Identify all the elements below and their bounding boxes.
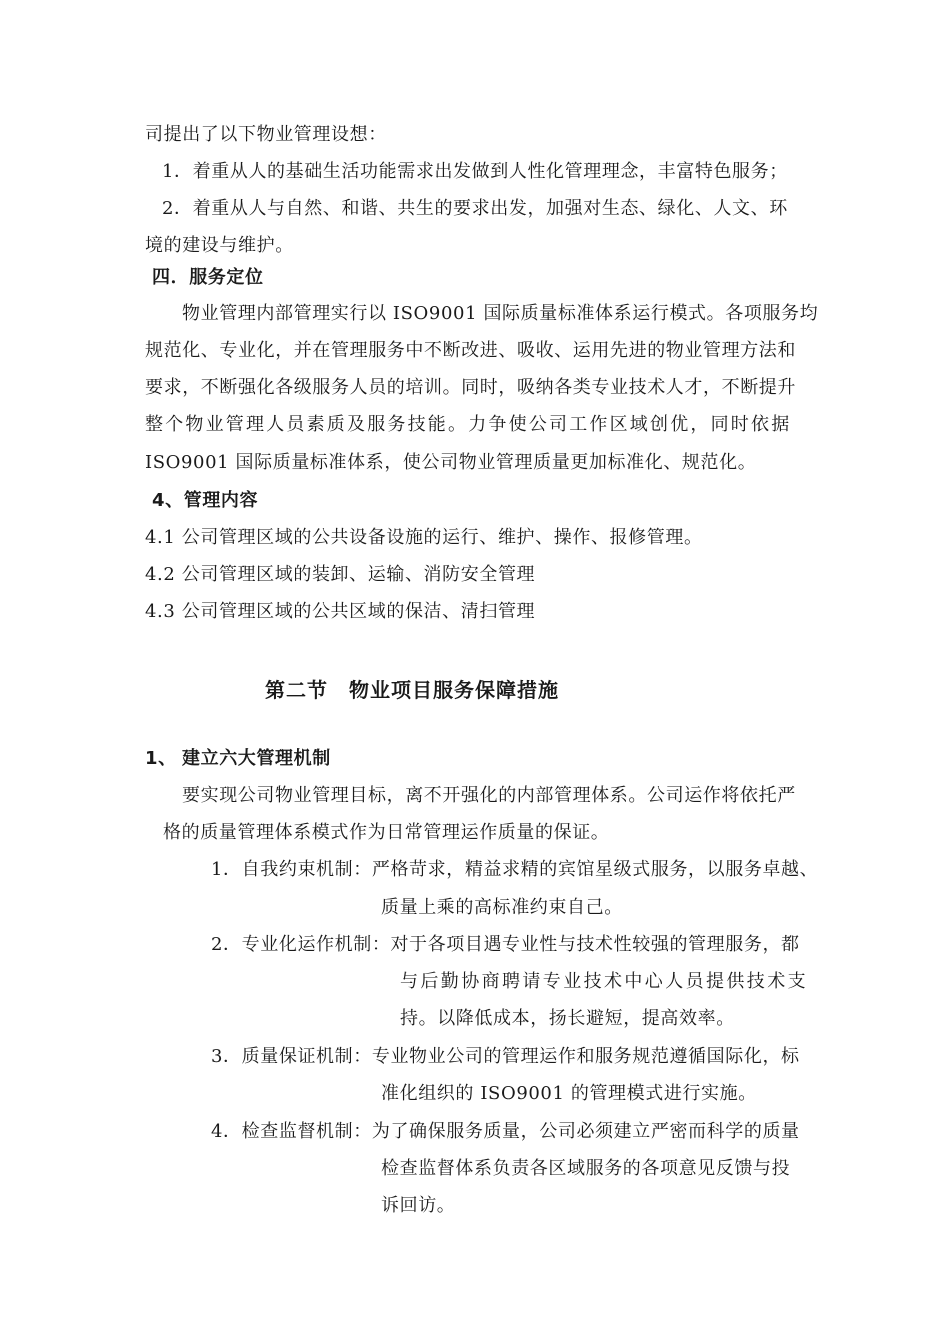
list-item: 3．质量保证机制：专业物业公司的管理运作和服务规范遵循国际化，标	[211, 1046, 800, 1067]
list-item: 4．检查监督机制：为了确保服务质量，公司必须建立严密而科学的质量	[211, 1121, 800, 1142]
section-heading: 四．服务定位	[152, 267, 264, 288]
list-item-continuation: 诉回访。	[381, 1195, 456, 1216]
paragraph-line: 物业管理内部管理实行以 ISO9001 国际质量标准体系运行模式。各项服务均	[182, 303, 819, 324]
list-item: 4.1 公司管理区域的公共设备设施的运行、维护、操作、报修管理。	[145, 527, 703, 548]
paragraph-line: 整个物业管理人员素质及服务技能。力争使公司工作区域创优，同时依据	[145, 414, 792, 435]
list-item: 4.2 公司管理区域的装卸、运输、消防安全管理	[145, 564, 536, 585]
list-item: 4.3 公司管理区域的公共区域的保洁、清扫管理	[145, 601, 536, 622]
list-item-continuation: 质量上乘的高标准约束自己。	[381, 897, 623, 918]
list-item-continuation: 境的建设与维护。	[145, 235, 294, 256]
list-item-continuation: 与后勤协商聘请专业技术中心人员提供技术支	[400, 971, 808, 992]
paragraph-line: 规范化、专业化，并在管理服务中不断改进、吸收、运用先进的物业管理方法和	[145, 340, 796, 361]
list-item: 1．着重从人的基础生活功能需求出发做到人性化管理理念，丰富特色服务；	[162, 161, 788, 182]
list-item: 2．着重从人与自然、和谐、共生的要求出发，加强对生态、绿化、人文、环	[162, 198, 788, 219]
paragraph-line: 要实现公司物业管理目标，离不开强化的内部管理体系。公司运作将依托严	[182, 785, 796, 806]
paragraph-line: 要求，不断强化各级服务人员的培训。同时，吸纳各类专业技术人才，不断提升	[145, 377, 796, 398]
intro-line: 司提出了以下物业管理设想：	[145, 124, 387, 145]
subsection-number: 1、	[145, 748, 177, 769]
paragraph-line: ISO9001 国际质量标准体系，使公司物业管理质量更加标准化、规范化。	[145, 452, 757, 473]
list-item-continuation: 持。以降低成本，扬长避短，提高效率。	[400, 1008, 735, 1029]
list-item-continuation: 准化组织的 ISO9001 的管理模式进行实施。	[381, 1083, 757, 1104]
list-item-continuation: 检查监督体系负责各区域服务的各项意见反馈与投	[381, 1158, 791, 1179]
chapter-title: 第二节 物业项目服务保障措施	[265, 678, 559, 702]
paragraph-line: 格的质量管理体系模式作为日常管理运作质量的保证。	[163, 822, 610, 843]
list-item: 1．自我约束机制：严格苛求，精益求精的宾馆星级式服务，以服务卓越、	[211, 859, 819, 880]
section-heading: 4、管理内容	[152, 490, 259, 511]
subsection-title: 建立六大管理机制	[182, 748, 331, 769]
list-item: 2．专业化运作机制：对于各项目遇专业性与技术性较强的管理服务，都	[211, 934, 800, 955]
